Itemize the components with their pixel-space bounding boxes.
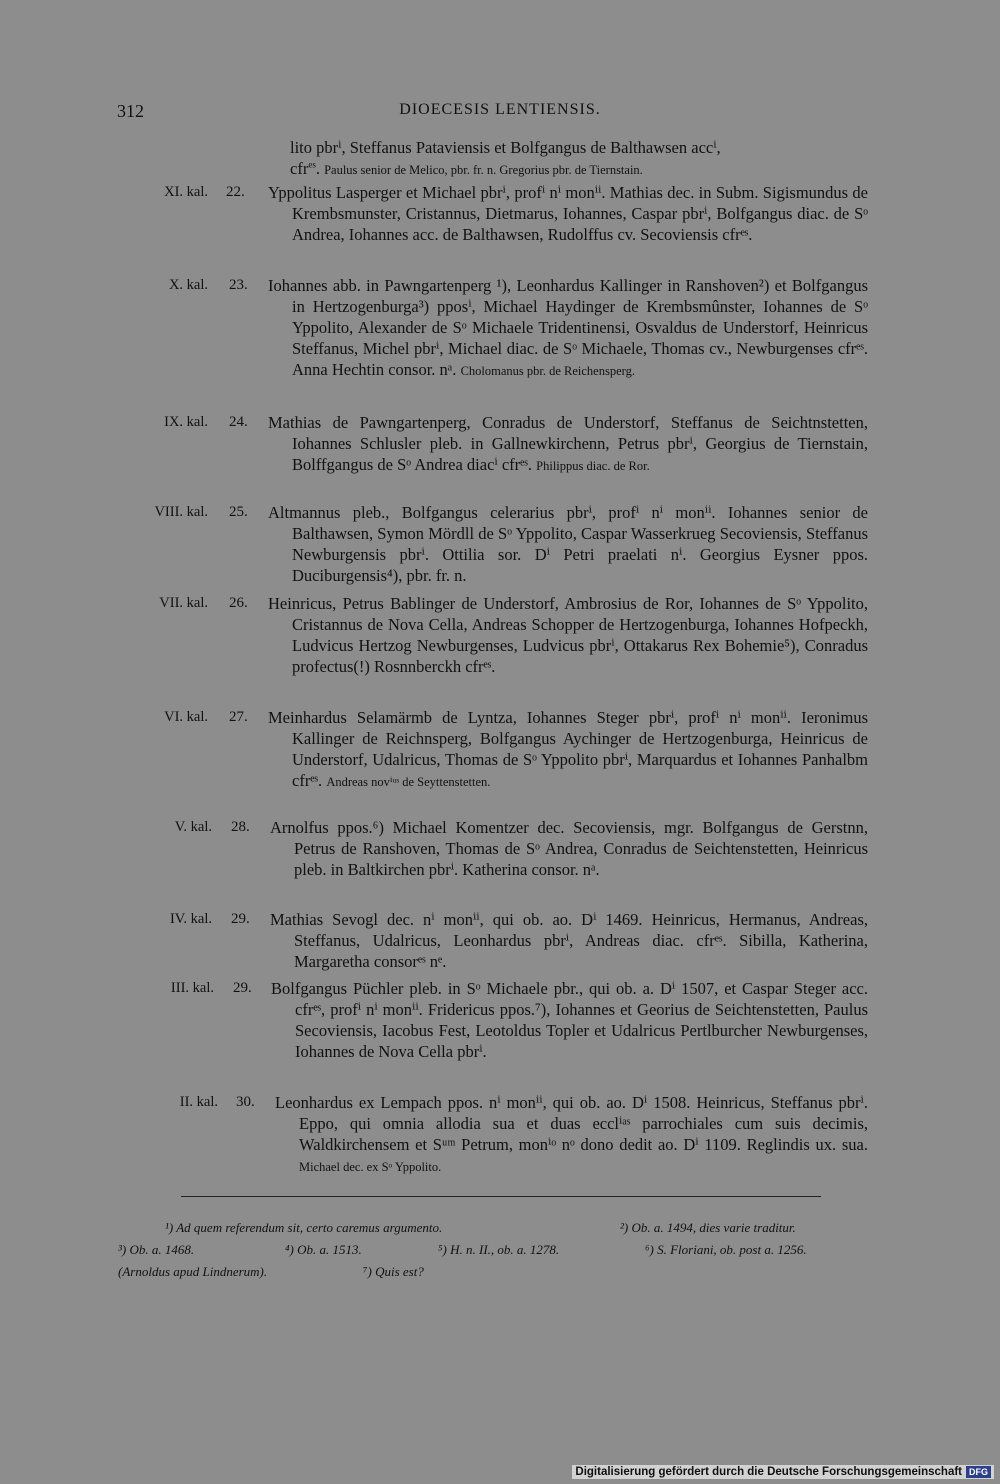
- entry-day: XI. kal.: [164, 184, 208, 200]
- entry-text: Arnolfus ppos.⁶) Michael Komentzer dec. Secoviensis, mgr. Bolfgangus de Gerstnn, Petrus de Ranshoven, Thomas de Sᵒ Andrea, Conradus de Seichtenstetten, Heinricus pleb. in Baltkirchen pbrⁱ. Katherina consor. nᵃ.: [270, 818, 868, 879]
- footnote-2: ²) Ob. a. 1494, dies varie traditur.: [620, 1220, 796, 1235]
- funding-credit: [572, 1465, 994, 1479]
- entry-number: 29.: [231, 911, 250, 927]
- footnote-7: ⁷) Quis est?: [363, 1264, 424, 1279]
- entry-number: 30.: [236, 1094, 255, 1110]
- funding-credit-text: Digitalisierung gefördert durch die Deutsche Forschungsgemeinschaft: [575, 1466, 962, 1478]
- entry-day: III. kal.: [170, 980, 214, 996]
- footnote-5: ⁵) H. n. II., ob. a. 1278.: [438, 1242, 560, 1257]
- entry-small-note: Philippus diac. de Ror.: [536, 459, 650, 473]
- entry-number: 26.: [229, 595, 248, 611]
- continuation-line-1: lito pbrⁱ, Steffanus Pataviensis et Bolfgangus de Balthawsen accⁱ,: [290, 138, 721, 157]
- entry-day: VI. kal.: [164, 709, 208, 725]
- entry-small-note: Cholomanus pbr. de Reichensperg.: [460, 364, 635, 378]
- entry-number: 22.: [226, 184, 245, 200]
- continuation-line-2: cfr$^{es}$. Paulus senior de Melico, pbr. fr. n. Gregorius pbr. de Tiernstain.: [290, 159, 643, 178]
- entry-number: 23.: [229, 277, 248, 293]
- running-title: DIOECESIS LENTIENSIS.: [399, 101, 601, 118]
- entry-number: 27.: [229, 709, 248, 725]
- entry-day: VII. kal.: [159, 595, 208, 611]
- entry-text: Yppolitus Lasperger et Michael pbrⁱ, profⁱ nⁱ monⁱⁱ. Mathias dec. in Subm. Sigismundus de Krembsmunster, Cristannus, Dietmarus, Iohannes, Caspar pbrⁱ, Bolfgangus diac. de Sᵒ Andrea, Iohannes acc. de Balthawsen, Rudolffus cv. Secoviensis cfrᵉˢ.: [268, 183, 868, 244]
- continuation-small-note: Paulus senior de Melico, pbr. fr. n. Gregorius pbr. de Tiernstain.: [324, 163, 643, 177]
- entry-day: X. kal.: [168, 277, 208, 293]
- entry-text: Bolfgangus Püchler pleb. in Sᵒ Michaele pbr., qui ob. a. Dⁱ 1507, et Caspar Steger acc. cfrᵉˢ, profⁱ nⁱ monⁱⁱ. Fridericus ppos.⁷), Iohannes et Georius de Seichtenstetten, Paulus Secoviensis, Iacobus Fest, Leotoldus Topler et Udalricus Pertlburcher Newburgenses, Iohannes de Nova Cella pbrⁱ.: [271, 979, 868, 1061]
- entry-number: 28.: [231, 819, 250, 835]
- entry-day: V. kal.: [174, 819, 212, 835]
- entry-small-note: Andreas novⁱᵘˢ de Seyttenstetten.: [326, 775, 491, 789]
- entry-day: II. kal.: [179, 1094, 218, 1110]
- entry-day: IV. kal.: [169, 911, 212, 927]
- footnote-6-continuation: (Arnoldus apud Lindnerum).: [118, 1264, 268, 1279]
- page-number: 312: [117, 101, 144, 121]
- entry-text: Mathias Sevogl dec. nⁱ monⁱⁱ, qui ob. ao. Dⁱ 1469. Heinricus, Hermanus, Andreas, Steffanus, Udalricus, Leonhardus pbrⁱ, Andreas diac. cfrᵉˢ. Sibilla, Katherina, Margaretha consorᵉˢ nᵉ.: [270, 910, 868, 971]
- footnote-4: ⁴) Ob. a. 1513.: [285, 1242, 362, 1257]
- entry-day: VIII. kal.: [154, 504, 208, 520]
- entry-number: 24.: [229, 414, 248, 430]
- entry-text: Leonhardus ex Lempach ppos. nⁱ monⁱⁱ, qui ob. ao. Dⁱ 1508. Heinricus, Steffanus pbrⁱ. Eppo, qui omnia allodia sua et duas ecclⁱᵃˢ parrochiales cum suis decimis, Waldkirchensem et Sᵘᵐ Petrum, monⁱᵒ nᵒ dono dedit ao. Dⁱ 1109. Reglindis ux. sua. Michael dec. ex Sᵒ Yppolito.: [275, 1093, 868, 1174]
- footnote-divider: [181, 1196, 821, 1197]
- entry-text: Heinricus, Petrus Bablinger de Understorf, Ambrosius de Ror, Iohannes de Sᵒ Yppolito, Cristannus de Nova Cella, Andreas Schopper de Hertzogenburga, Iohannes Hofpeckh, Ludvicus Hertzog Newburgenses, Ludvicus pbrⁱ, Ottakarus Rex Bohemie⁵), Conradus profectus(!) Rosnnberckh cfrᵉˢ.: [268, 594, 868, 676]
- footnote-3: ³) Ob. a. 1468.: [118, 1242, 195, 1257]
- footnote-1: ¹) Ad quem referendum sit, certo caremus argumento.: [165, 1220, 443, 1235]
- entry-number: 25.: [229, 504, 248, 520]
- entry-day: IX. kal.: [164, 414, 208, 430]
- entry-text: Altmannus pleb., Bolfgangus celerarius pbrⁱ, profⁱ nⁱ monⁱⁱ. Iohannes senior de Balthawsen, Symon Mördll de Sᵒ Yppolito, Caspar Wasserkrueg Secoviensis, Steffanus Newburgensis pbrⁱ. Ottilia sor. Dⁱ Petri praelati nⁱ. Georgius Eysner ppos. Duciburgensis⁴), pbr. fr. n.: [268, 503, 868, 585]
- continuation-text: [290, 137, 868, 181]
- dfg-logo: DFG: [966, 1466, 991, 1478]
- footnote-6: ⁶) S. Floriani, ob. post a. 1256.: [645, 1242, 807, 1257]
- entry-small-note: Michael dec. ex Sᵒ Yppolito.: [299, 1160, 442, 1174]
- entry-text: Meinhardus Selamärmb de Lyntza, Iohannes Steger pbrⁱ, profⁱ nⁱ monⁱⁱ. Ieronimus Kallinger de Reichnsperg, Bolfgangus Aychinger de Hertzogenburga, Heinricus de Understorf, Udalricus, Thomas de Sᵒ Yppolito pbrⁱ, Marquardus et Iohannes Panhalbm cfrᵉˢ. Andreas novⁱᵘˢ de Seyttenstetten.: [268, 708, 868, 790]
- entry-text: Iohannes abb. in Pawngartenperg ¹), Leonhardus Kallinger in Ranshoven²) et Bolfgangus in Hertzogenburga³) pposⁱ, Michael Haydinger de Krembsmûnster, Iohannes de Sᵒ Yppolito, Alexander de Sᵒ Michaele Tridentinensi, Osvaldus de Understorf, Heinricus Steffanus, Michel pbrⁱ, Michael diac. de Sᵒ Michaele, Thomas cv., Newburgenses cfrᵉˢ. Anna Hechtin consor. nᵃ. Cholomanus pbr. de Reichensperg.: [268, 276, 868, 379]
- entry-text: Mathias de Pawngartenperg, Conradus de Understorf, Steffanus de Seichtnstetten, Iohannes Schlusler pleb. in Gallnewkirchenn, Petrus pbrⁱ, Georgius de Tiernstain, Bolffgangus de Sᵒ Andrea diacⁱ cfrᵉˢ. Philippus diac. de Ror.: [268, 413, 868, 474]
- entry-number: 29.: [233, 980, 252, 996]
